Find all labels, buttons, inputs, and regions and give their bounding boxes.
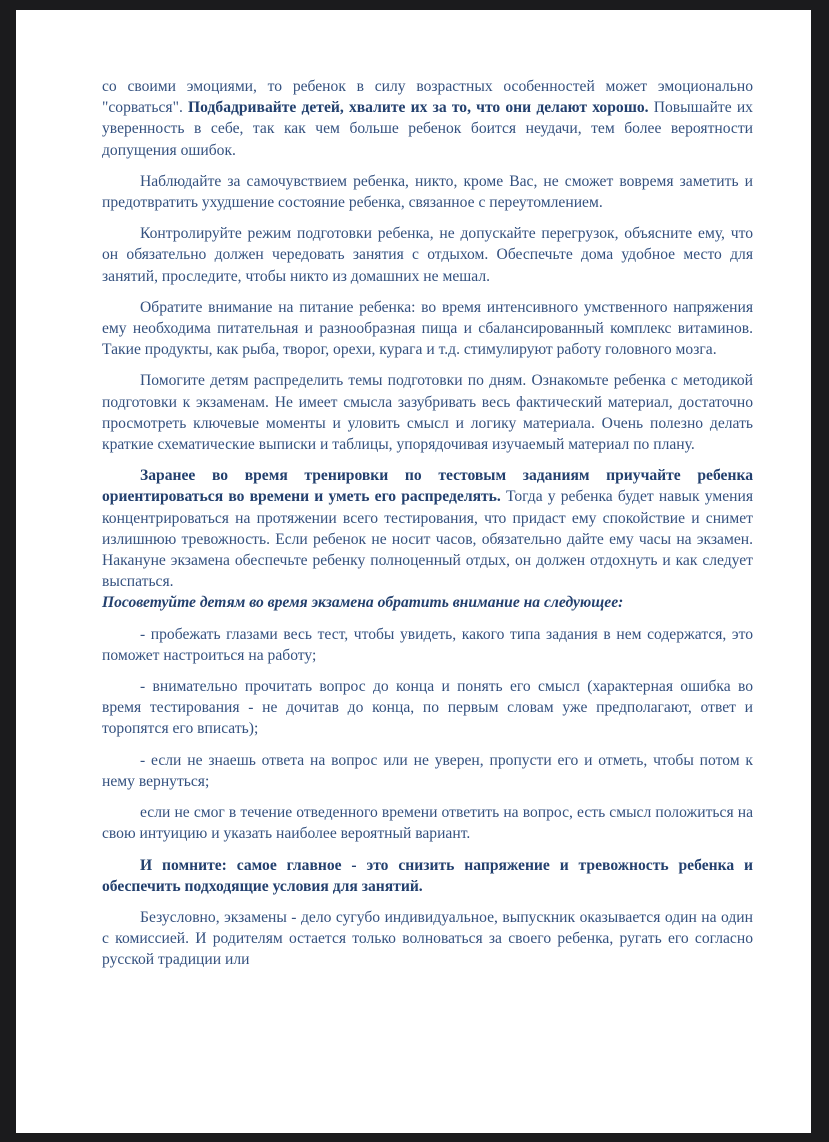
text-run: - пробежать глазами весь тест, чтобы увидеть, какого типа задания в нем содержатся, это поможет настроиться на работу; [102,625,753,664]
document-page [16,10,811,1133]
paragraph-nutrition [102,297,753,361]
text-run: - внимательно прочитать вопрос до конца и понять его смысл (характерная ошибка во время тестирования - не дочитав до конца, по первым словам уже предполагают, ответ и торопятся его вписать); [102,678,753,738]
text-run: Обратите внимание на питание ребенка: во время интенсивного умственного напряжения ему необходима питательная и разнообразная пища и сбалансированный комплекс витаминов. Такие продукты, как рыба, творог, орехи, курага и т.д. стимулируют работу головного мозга. [102,298,753,359]
text-run: Контролируйте режим подготовки ребенка, не допускайте перегрузок, объясните ему, что он обязательно должен чередовать занятия с отдыхом. Обеспечьте дома удобное место для занятий, проследите, чтобы никто из домашних не мешал. [102,225,753,285]
paragraph-emotions [102,76,753,161]
list-item-scan-test [102,624,753,666]
bold-run: Заранее во время тренировки по тестовым заданиям приучайте ребенка ориентироваться во времени и уметь его распределять. [102,467,753,506]
list-item-intuition [102,802,753,844]
text-run: Тогда у ребенка будет навык умения концентрироваться на протяжении всего тестирования, что придаст ему спокойствие и снимет излишнюю тревожность. Если ребенок не носит часов, обязательно дайте ему часы на экзамен. Накануне экзамена обеспечьте ребенку полноценный отдых, он должен отдохнуть и как следует выспаться. [102,488,753,591]
text-run: со своими эмоциями, то ребенок в силу возрастных особенностей может эмоционально "сорваться". [102,78,753,117]
paragraph-time-management [102,465,753,592]
paragraph-remember [102,855,753,897]
list-item-skip-question [102,750,753,792]
text-run: Помогите детям распределить темы подготовки по дням. Ознакомьте ребенка с методикой подготовки к экзаменам. Не имеет смысла зазубривать весь фактический материал, достаточно просмотреть ключевые моменты и уловить смысл и логику материала. Очень полезно делать краткие схематические выписки и таблицы, упорядочивая изучаемый материал по плану. [102,372,753,454]
text-run: Безусловно, экзамены - дело сугубо индивидуальное, выпускник оказывается один на один с комиссией. И родителям остается только волноваться за своего ребенка, ругать его согласно русской традиции или [102,908,753,969]
bold-italic-run: Посоветуйте детям во время экзамена обратить внимание на следующее: [102,594,624,612]
advice-heading [102,592,753,613]
text-run: - если не знаешь ответа на вопрос или не уверен, пропусти его и отметь, чтобы потом к нему вернуться; [102,751,753,790]
text-run: Наблюдайте за самочувствием ребенка, никто, кроме Вас, не сможет вовремя заметить и предотвратить ухудшение состояние ребенка, связанное с переутомлением. [102,172,753,212]
list-item-read-question [102,676,753,740]
paragraph-regime [102,223,753,287]
paragraph-wellbeing [102,171,753,213]
paragraph-conclusion [102,907,753,971]
text-run: Повышайте их уверенность в себе, так как чем больше ребенок боится неудачи, тем более вероятности допущения ошибок. [102,99,753,159]
text-run: если не смог в течение отведенного времени ответить на вопрос, есть смысл положиться на свою интуицию и указать наиболее вероятный вариант. [102,804,753,843]
bold-run: Подбадривайте детей, хвалите их за то, что они делают хорошо. [188,99,649,117]
paragraph-topics [102,370,753,455]
bold-run: И помните: самое главное - это снизить напряжение и тревожность ребенка и обеспечить подходящие условия для занятий. [102,856,753,895]
document-body [102,76,753,971]
